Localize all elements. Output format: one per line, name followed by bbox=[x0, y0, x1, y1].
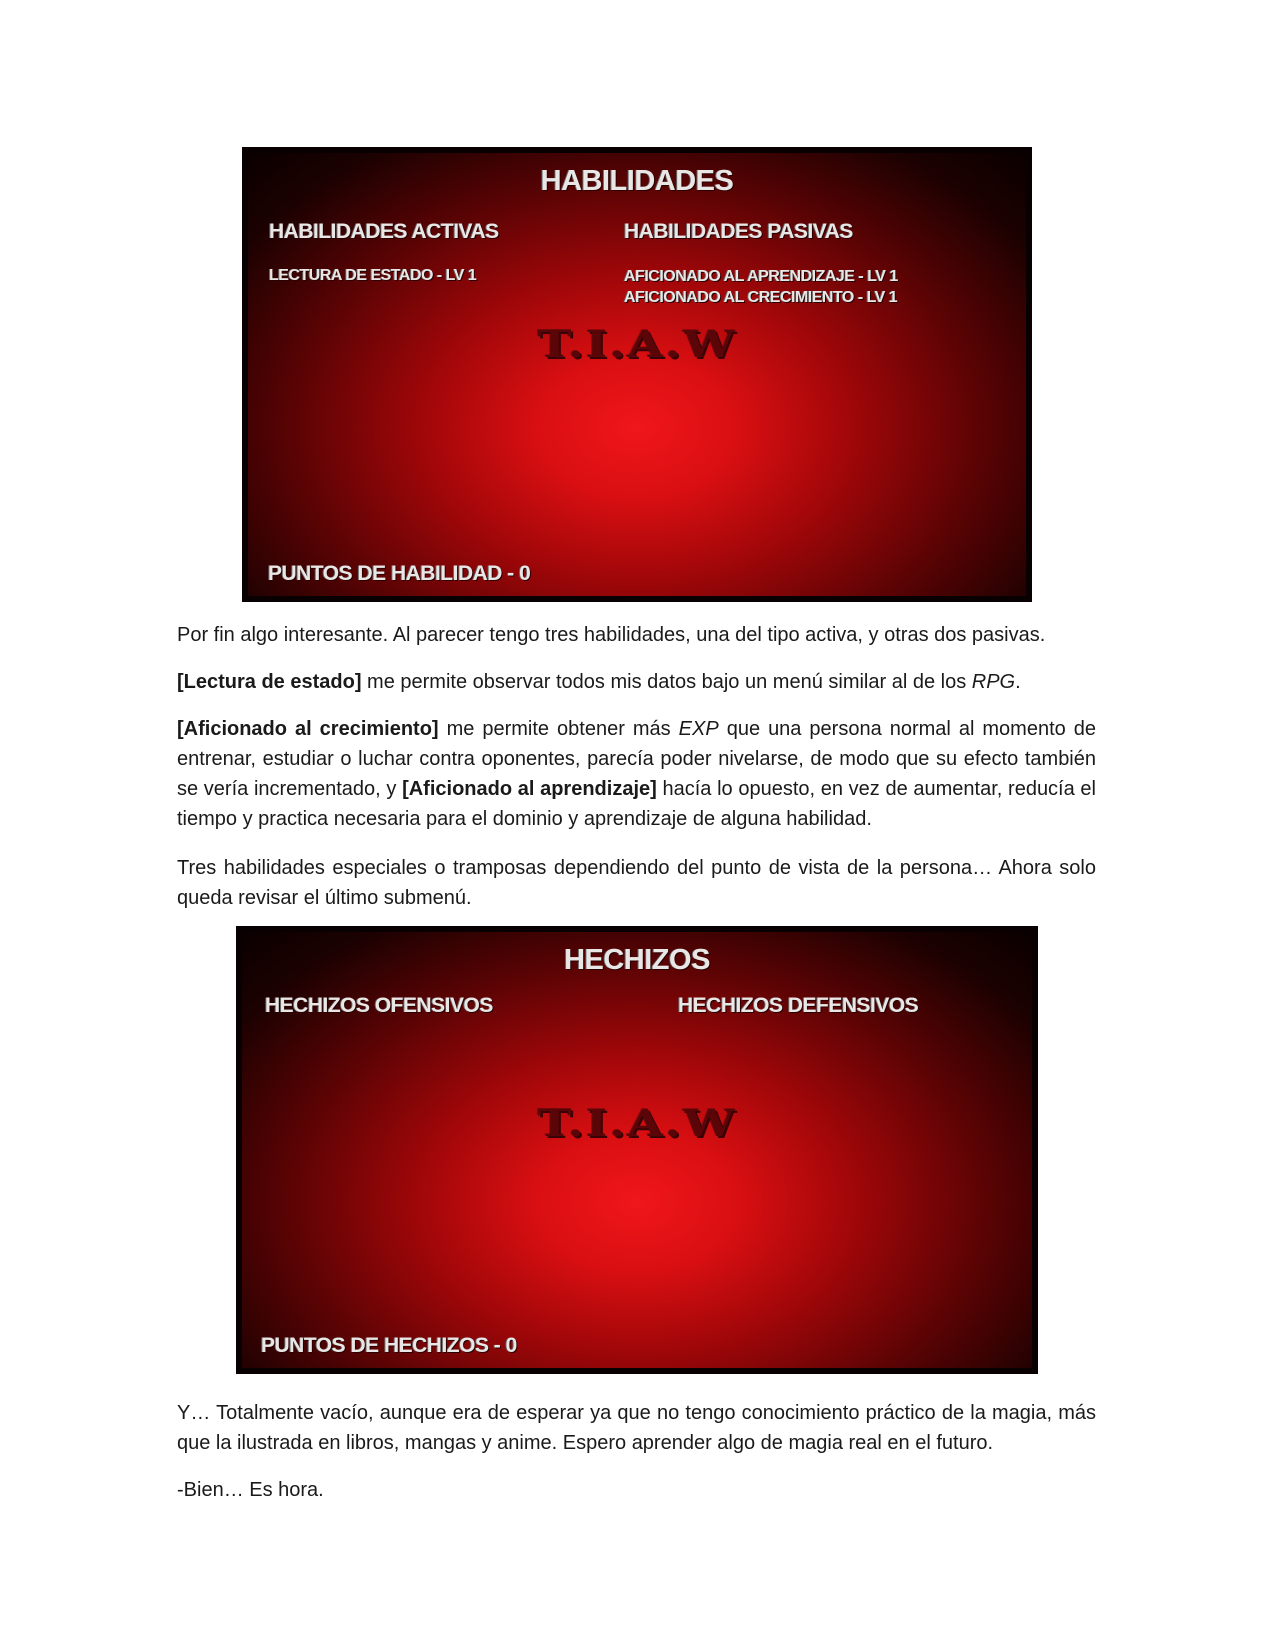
offensive-spells-header: HECHIZOS OFENSIVOS bbox=[265, 994, 493, 1017]
paragraph-4 bbox=[177, 853, 1096, 913]
paragraph-2-end: . bbox=[1015, 671, 1021, 693]
paragraph-4-text: Tres habilidades especiales o tramposas dependiendo del punto de vista de la persona… Ahora solo queda revisar el último submenú. bbox=[177, 857, 1096, 909]
paragraph-2-text: me permite observar todos mis datos bajo un menú similar al de los bbox=[361, 671, 972, 693]
passive-skills-header: HABILIDADES PASIVAS bbox=[624, 220, 853, 243]
paragraph-3 bbox=[177, 714, 1096, 834]
skill-name-lectura: [Lectura de estado] bbox=[177, 671, 362, 693]
active-skills-header: HABILIDADES ACTIVAS bbox=[269, 220, 499, 243]
skill-name-crecimiento: [Aficionado al crecimiento] bbox=[177, 718, 439, 740]
tiaw-logo: T.I.A.W bbox=[537, 1100, 737, 1146]
paragraph-6-text: -Bien… Es hora. bbox=[177, 1479, 324, 1501]
paragraph-3-text-2: que una persona normal al momento de entrenar, estudiar o luchar contra oponentes, parecía poder nivelarse, de modo que su efecto también se vería incrementado, y bbox=[177, 718, 1096, 800]
passive-skill-item: AFICIONADO AL APRENDIZAJE - LV 1 bbox=[624, 268, 898, 285]
skills-menu-image bbox=[242, 147, 1032, 602]
paragraph-1-text: Por fin algo interesante. Al parecer tengo tres habilidades, una del tipo activa, y otras dos pasivas. bbox=[177, 624, 1046, 646]
paragraph-1 bbox=[177, 620, 1096, 650]
spells-panel-title: HECHIZOS bbox=[564, 944, 710, 976]
paragraph-3-text-1: me permite obtener más bbox=[438, 718, 679, 740]
active-skill-item: LECTURA DE ESTADO - LV 1 bbox=[269, 267, 477, 284]
skill-points-label: PUNTOS DE HABILIDAD - 0 bbox=[268, 562, 531, 585]
defensive-spells-header: HECHIZOS DEFENSIVOS bbox=[678, 994, 919, 1017]
passive-skill-item: AFICIONADO AL CRECIMIENTO - LV 1 bbox=[624, 289, 898, 306]
skill-name-aprendizaje: [Aficionado al aprendizaje] bbox=[402, 778, 657, 800]
spell-points-label: PUNTOS DE HECHIZOS - 0 bbox=[261, 1334, 517, 1357]
paragraph-6 bbox=[177, 1475, 1096, 1505]
paragraph-5 bbox=[177, 1398, 1096, 1458]
paragraph-5-text: Y… Totalmente vacío, aunque era de esperar ya que no tengo conocimiento práctico de la magia, más que la ilustrada en libros, mangas y anime. Espero aprender algo de magia real en el futuro. bbox=[177, 1402, 1096, 1454]
paragraph-3-text-3: hacía lo opuesto, en vez de aumentar, reducía el tiempo y practica necesaria para el dominio y aprendizaje de alguna habilidad. bbox=[177, 778, 1096, 830]
paragraph-2 bbox=[177, 667, 1096, 697]
tiaw-logo: T.I.A.W bbox=[537, 321, 737, 367]
spells-menu-image bbox=[236, 926, 1038, 1374]
exp-term: EXP bbox=[678, 718, 719, 740]
rpg-term: RPG bbox=[971, 671, 1016, 693]
skills-panel-title: HABILIDADES bbox=[540, 165, 734, 197]
